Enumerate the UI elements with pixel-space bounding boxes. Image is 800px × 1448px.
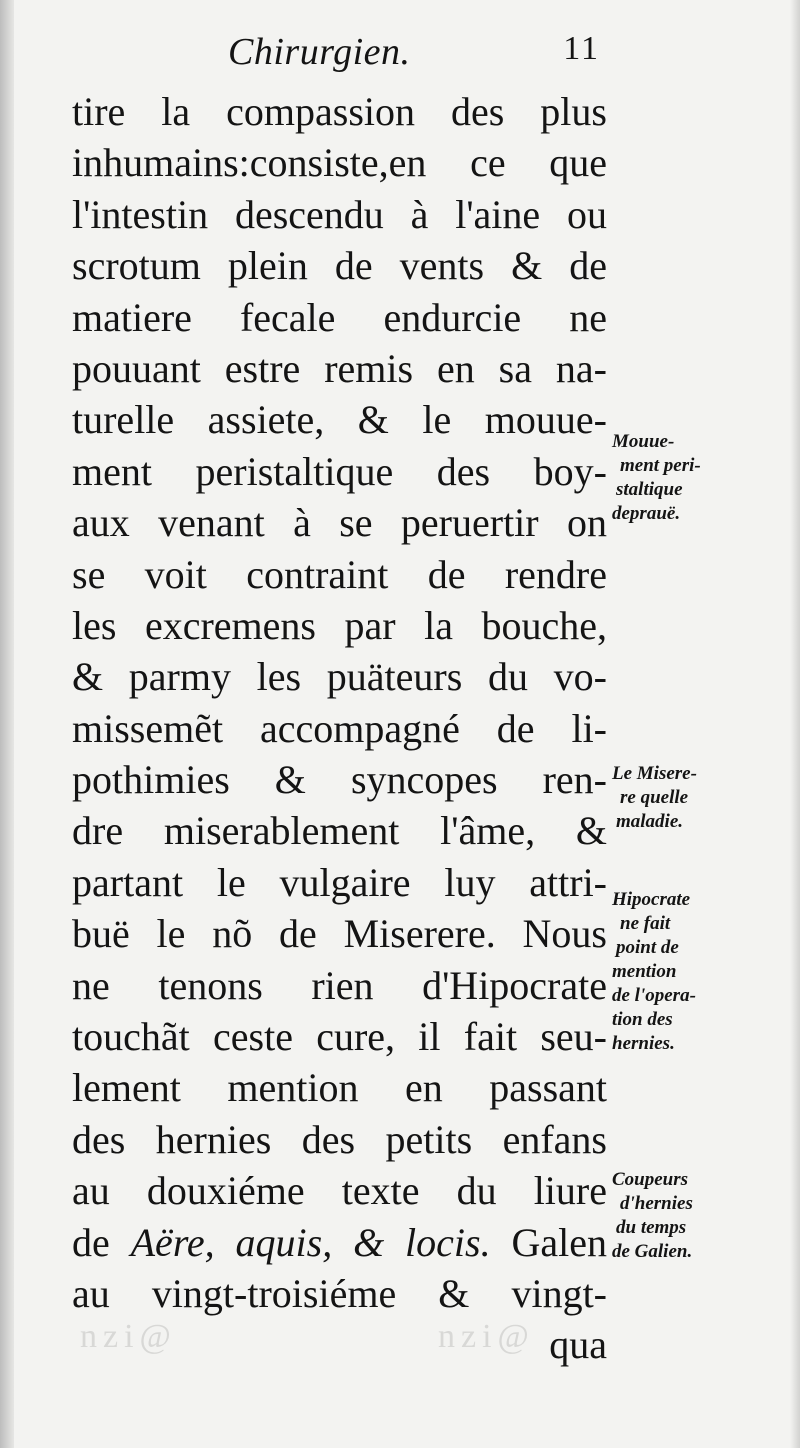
margin-note	[612, 1168, 772, 1264]
margin-note-line: de Galien.	[612, 1241, 693, 1262]
text-line: pothimies & syncopes ren-	[72, 757, 607, 803]
page-header	[60, 24, 608, 78]
text-line: & parmy les puäteurs du vo-	[72, 654, 607, 700]
text-line: se voit contraint de rendre	[72, 551, 607, 597]
margin-note-line: Coupeurs	[612, 1169, 689, 1190]
margin-note-line: re quelle	[620, 787, 689, 808]
text-line: les excremens par la bouche,	[72, 602, 607, 648]
text-line: matiere fecale endurcie ne	[72, 294, 607, 340]
text-line: au douxiéme texte du liure	[72, 1168, 607, 1214]
body-text	[72, 86, 607, 1371]
text-line: lement mention en passant	[72, 1065, 607, 1111]
margin-note-line: tion des	[612, 1009, 673, 1030]
margin-note-line: ne fait	[620, 913, 671, 934]
text-line-citation	[72, 1217, 607, 1268]
margin-note-line: ment peri-	[620, 455, 701, 476]
text-line: pouuant estre remis en sa na-	[72, 345, 607, 391]
line-23-pre: de	[72, 1219, 131, 1265]
text-line: missemẽt accompagné de li-	[72, 705, 607, 751]
page-gutter-shadow	[0, 0, 14, 1448]
text-line: partant le vulgaire luy attri-	[72, 859, 607, 905]
text-line: inhumains:consiste,en ce que	[72, 140, 607, 186]
cited-work-title: Aëre, aquis, & locis.	[130, 1219, 491, 1265]
margin-notes	[612, 430, 772, 1330]
margin-note-line: d'hernies	[620, 1193, 693, 1214]
margin-note	[612, 762, 772, 834]
text-line: scrotum plein de vents & de	[72, 243, 607, 289]
text-line: tire la compassion des plus	[72, 89, 607, 134]
margin-note-line: staltique	[616, 479, 683, 500]
margin-note-line: Mouue-	[612, 431, 675, 452]
text-line: des hernies des petits enfans	[72, 1116, 607, 1162]
text-line: ne tenons rien d'Hipocrate	[72, 962, 607, 1008]
bleed-through-text: nzi@	[80, 1318, 177, 1355]
text-line: dre miserablement l'âme, &	[72, 808, 607, 854]
text-line: buë le nõ de Miserere. Nous	[72, 911, 607, 957]
margin-note	[612, 888, 772, 1056]
bleed-through-text: nzi@	[438, 1318, 535, 1355]
catchword: qua	[549, 1322, 607, 1368]
text-line: ment peristaltique des boy-	[72, 448, 607, 494]
margin-note-line: Le Misere-	[612, 763, 697, 784]
line-23-post: Galen	[490, 1219, 607, 1265]
margin-note-line: de l'opera-	[612, 985, 696, 1006]
margin-note-line: deprauë.	[612, 503, 681, 524]
margin-note-line: Hipocrate	[612, 889, 691, 910]
margin-note-line: du temps	[616, 1217, 687, 1238]
text-line: l'intestin descendu à l'aine ou	[72, 191, 607, 237]
margin-note-line: maladie.	[616, 811, 684, 832]
margin-note	[612, 430, 772, 526]
text-line: aux venant à se peruertir on	[72, 500, 607, 546]
margin-note-line: mention	[612, 961, 677, 982]
margin-note-line: point de	[616, 937, 679, 958]
text-line: turelle assiete, & le mouue-	[72, 397, 607, 443]
page-number: 11	[563, 30, 600, 67]
text-line: touchãt ceste cure, il fait seu-	[72, 1014, 607, 1060]
running-head: Chirurgien.	[228, 31, 411, 73]
page-edge	[790, 0, 800, 1448]
text-line: au vingt-troisiéme & vingt-	[72, 1270, 607, 1316]
margin-note-line: hernies.	[612, 1033, 675, 1054]
